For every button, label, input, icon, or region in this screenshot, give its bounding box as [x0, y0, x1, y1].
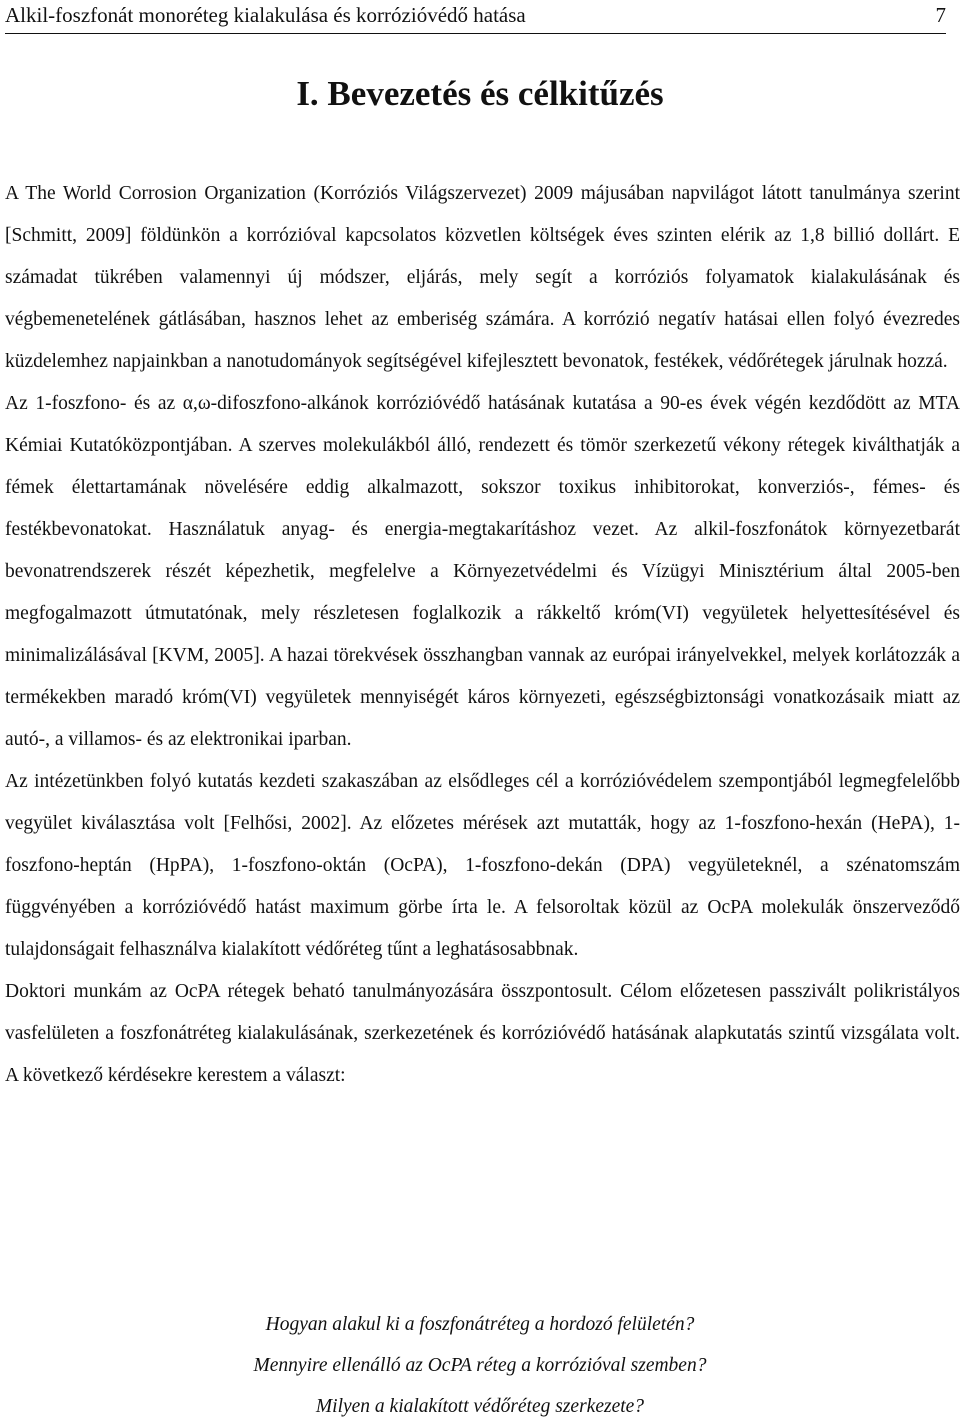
research-questions [0, 1304, 960, 1427]
paragraph-intro: A The World Corrosion Organization (Korróziós Világszervezet) 2009 májusában napvilágot látott tanulmánya szerint [Schmitt, 2009] földünkön a korrózióval kapcsolatos közvetlen költségek éves szinten elérik az 1,8 billió dollárt. E számadat tükrében valamennyi új módszer, eljárás, mely segít a korróziós folyamatok kialakulásának és végbemenetelének gátlásában, hasznos lehet az emberiség számára. A korrózió negatív hatásai ellen folyó évezredes küzdelemhez napjainkban a nanotudományok segítségével kifejlesztett bevonatok, festékek, védőrétegek járulnak hozzá. [5, 183, 960, 372]
question-item: Hogyan alakul ki a foszfonátréteg a hordozó felületén? [265, 1314, 695, 1335]
page-number: 7 [935, 3, 946, 27]
paragraph-history: Az 1-foszfono- és az α,ω-difoszfono-alkánok korrózióvédő hatásának kutatása a 90-es évek végén kezdődött az MTA Kémiai Kutatóközpontjában. A szerves molekulákból álló, rendezett és tömör szerkezetű vékony rétegek kiválthatják a fémek élettartamának növelésére eddig alkalmazott, sokszor toxikus inhibitorokat, konverziós-, fémes- és festékbevonatokat. Használatuk anyag- és energia-megtakarításhoz vezet. Az alkil-foszfonátok környezetbarát bevonatrendszerek részét képezhetik, megfelelve a Környezetvédelmi és Vízügyi Minisztérium által 2005-ben megfogalmazott útmutatónak, mely részletesen foglalkozik a rákkeltő króm(VI) vegyületek helyettesítésével és minimalizálásával [KVM, 2005]. A hazai törekvések összhangban vannak az európai irányelvekkel, melyek korlátozzák a termékekben maradó króm(VI) vegyületek mennyiségét káros környezeti, egészségbiztonsági vonatkozásaik miatt az autó-, a villamos- és az elektronikai iparban. [5, 393, 960, 750]
paragraph-research: Az intézetünkben folyó kutatás kezdeti szakaszában az elsődleges cél a korrózióvédelem szempontjából legmegfelelőbb vegyület kiválasztása volt [Felhősi, 2002]. Az előzetes mérések azt mutatták, hogy az 1-foszfono-hexán (HePA), 1-foszfono-heptán (HpPA), 1-foszfono-oktán (OcPA), 1-foszfono-dekán (DPA) vegyületeknél, a szénatomszám függvényében a korrózióvédő hatást maximum görbe írta le. A felsoroltak közül az OcPA molekulák önszerveződő tulajdonságait felhasználva kialakított védőréteg tűnt a leghatásosabbnak. [5, 771, 960, 960]
chapter-title: I. Bevezetés és célkitűzés [296, 74, 664, 113]
running-header [5, 0, 946, 34]
question-item: Milyen a kialakított védőréteg szerkezete? [315, 1396, 645, 1417]
question-item: Mennyire ellenálló az OcPA réteg a korrózióval szemben? [253, 1355, 707, 1376]
body-text [5, 173, 960, 1097]
paragraph-goals: Doktori munkám az OcPA rétegek beható tanulmányozására összpontosult. Célom előzetesen passzivált polikristályos vasfelületen a foszfonátréteg kialakulásának, szerkezetének és korrózióvédő hatásának alapkutatás szintű vizsgálata volt. A következő kérdésekre kerestem a választ: [5, 981, 960, 1086]
running-header-title: Alkil-foszfonát monoréteg kialakulása és korrózióvédő hatása [5, 3, 526, 27]
